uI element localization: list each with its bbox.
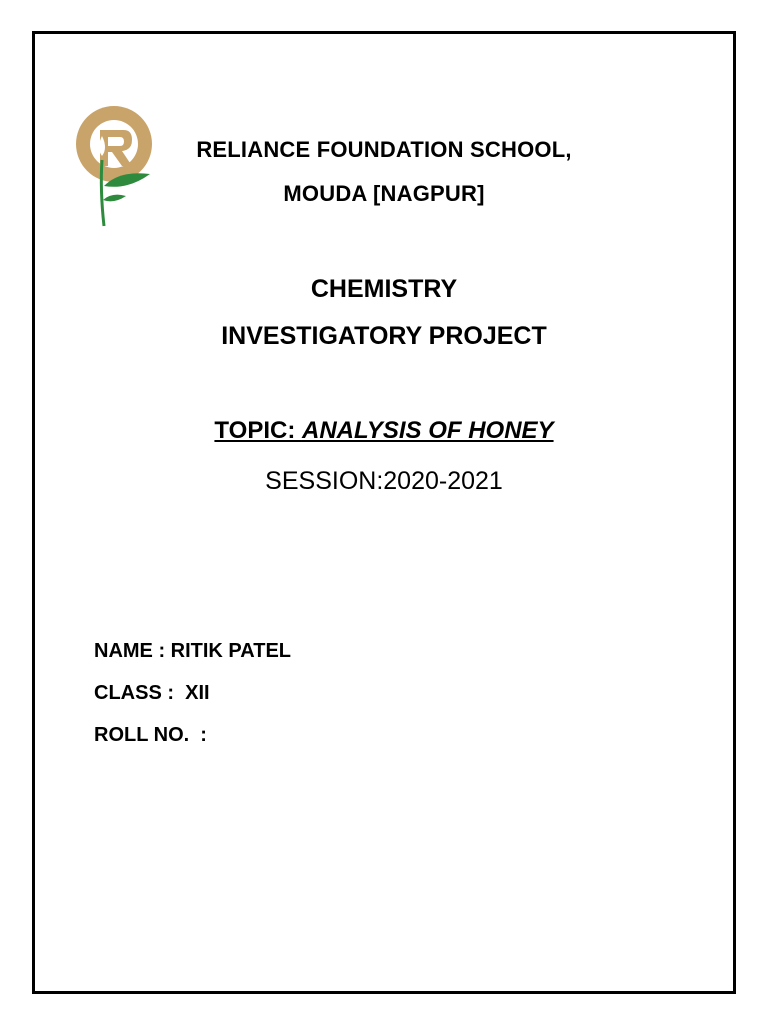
topic-line — [0, 417, 768, 445]
project-title: INVESTIGATORY PROJECT — [221, 322, 547, 350]
subject-title: CHEMISTRY — [310, 275, 458, 303]
school-location: MOUDA [NAGPUR] — [283, 181, 485, 206]
school-name: RELIANCE FOUNDATION SCHOOL, — [196, 137, 572, 162]
topic-value: ANALYSIS OF HONEY — [301, 417, 554, 444]
reliance-foundation-logo-icon — [62, 100, 162, 230]
topic-label: TOPIC: — [214, 417, 302, 444]
student-name: NAME : RITIK PATEL — [94, 640, 292, 662]
session-line: SESSION:2020-2021 — [265, 467, 503, 495]
student-roll-number: ROLL NO. : — [94, 724, 207, 746]
student-class: CLASS : XII — [94, 682, 210, 704]
